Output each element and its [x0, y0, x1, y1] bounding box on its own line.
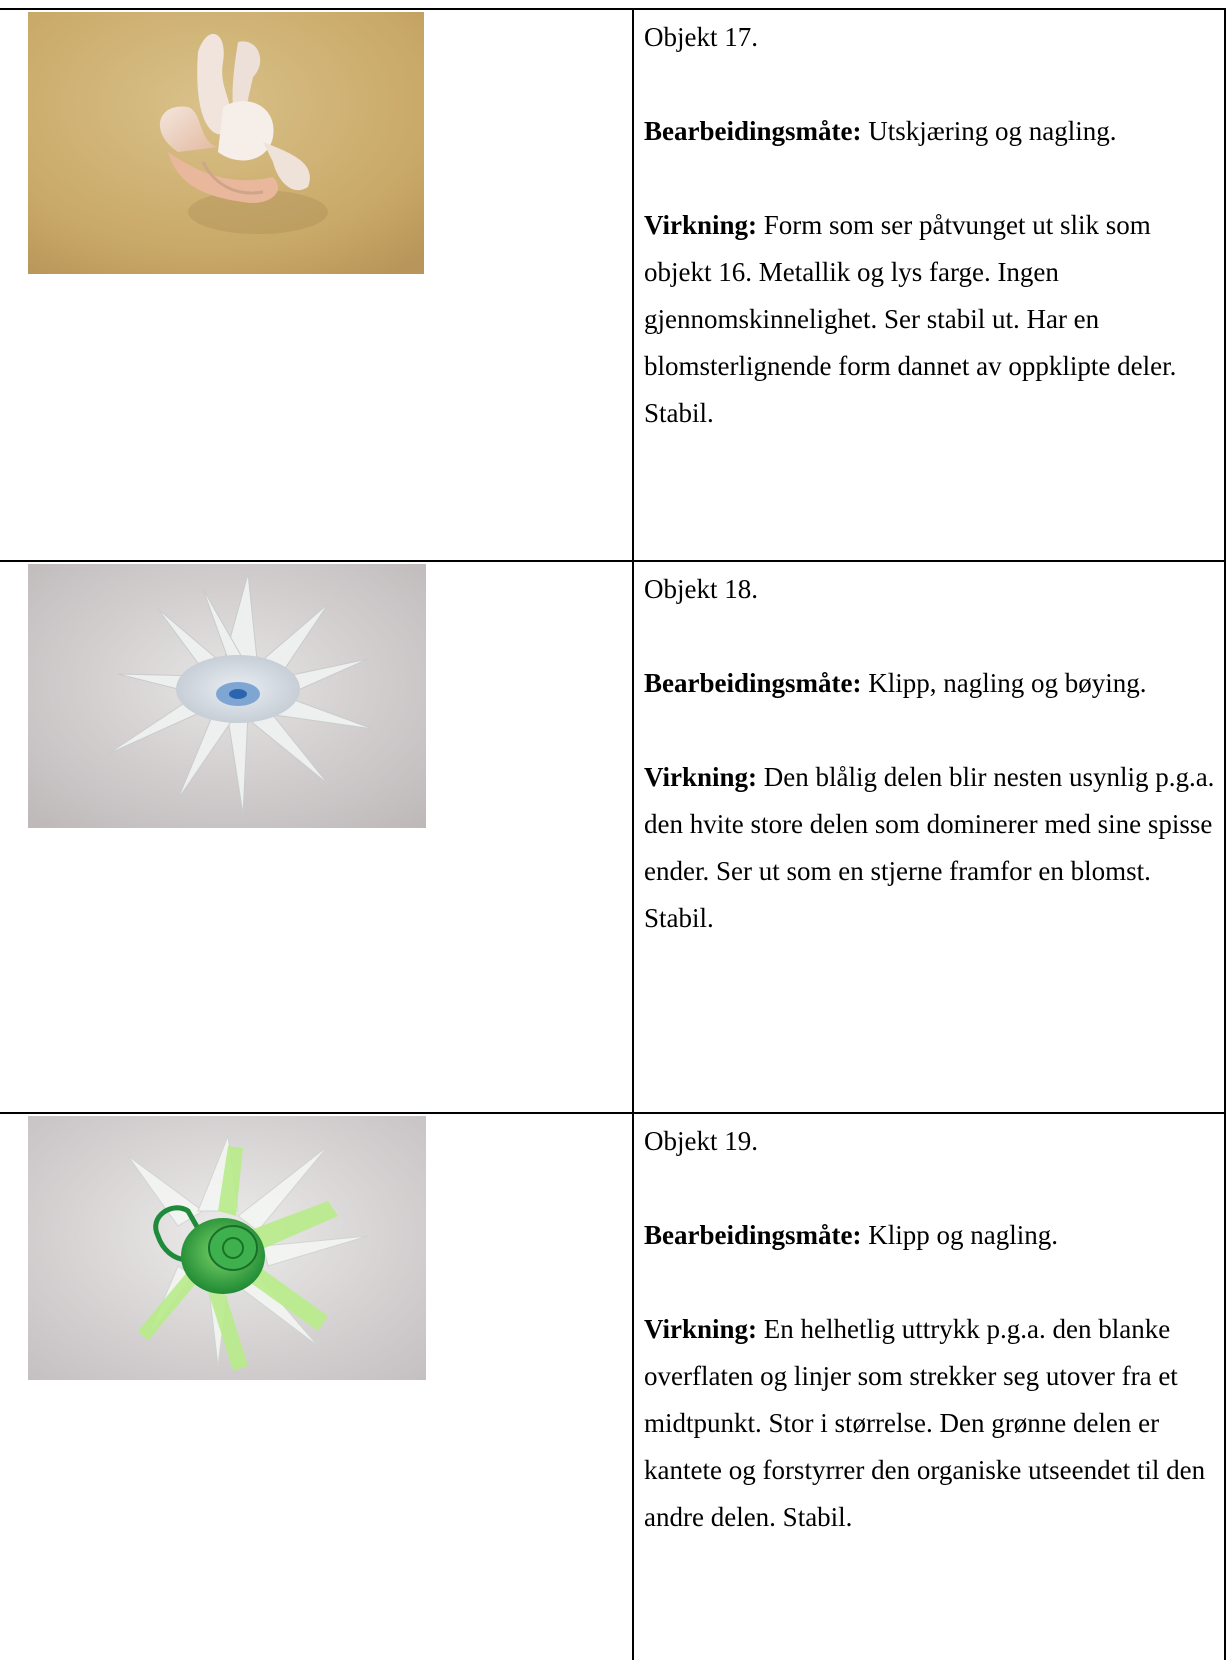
object-18-description	[644, 562, 1222, 942]
method-label: Bearbeidingsmåte:	[644, 1220, 862, 1250]
object-title: Objekt 19.	[644, 1126, 758, 1156]
table-row	[0, 8, 1226, 560]
method-label: Bearbeidingsmåte:	[644, 116, 862, 146]
effect-description	[644, 754, 1222, 942]
effect-label: Virkning:	[644, 1314, 758, 1344]
processing-method	[644, 108, 1222, 155]
effect-text: Den blålig delen blir nesten usynlig p.g.a. den hvite store delen som dominerer med sine spisse ender. Ser ut som en stjerne framfor en blomst. Stabil.	[644, 762, 1215, 933]
object-table	[0, 8, 1226, 1660]
table-row	[0, 560, 1226, 1112]
effect-text: Form som ser påtvunget ut slik som objekt 16. Metallik og lys farge. Ingen gjennomskinnelighet. Ser stabil ut. Har en blomsterlignende form dannet av oppklipte deler. Stabil.	[644, 210, 1177, 428]
method-text: Klipp og nagling.	[861, 1220, 1058, 1250]
object-title: Objekt 18.	[644, 574, 758, 604]
method-text: Klipp, nagling og bøying.	[861, 668, 1147, 698]
object-17-photo	[28, 12, 424, 274]
effect-description	[644, 202, 1222, 437]
object-18-photo	[28, 564, 426, 828]
column-divider	[632, 8, 634, 1660]
table-row	[0, 1112, 1226, 1668]
object-19-photo	[28, 1116, 426, 1380]
effect-label: Virkning:	[644, 210, 758, 240]
effect-label: Virkning:	[644, 762, 758, 792]
effect-text: En helhetlig uttrykk p.g.a. den blanke overflaten og linjer som strekker seg utover fra et midtpunkt. Stor i størrelse. Den grønne delen er kantete og forstyrrer den organiske utseendet til den andre delen. Stabil.	[644, 1314, 1206, 1532]
method-label: Bearbeidingsmåte:	[644, 668, 862, 698]
object-19-description	[644, 1114, 1222, 1541]
object-17-description	[644, 10, 1222, 437]
object-title: Objekt 17.	[644, 22, 758, 52]
processing-method	[644, 660, 1222, 707]
processing-method	[644, 1212, 1222, 1259]
effect-description	[644, 1306, 1222, 1541]
method-text: Utskjæring og nagling.	[861, 116, 1117, 146]
